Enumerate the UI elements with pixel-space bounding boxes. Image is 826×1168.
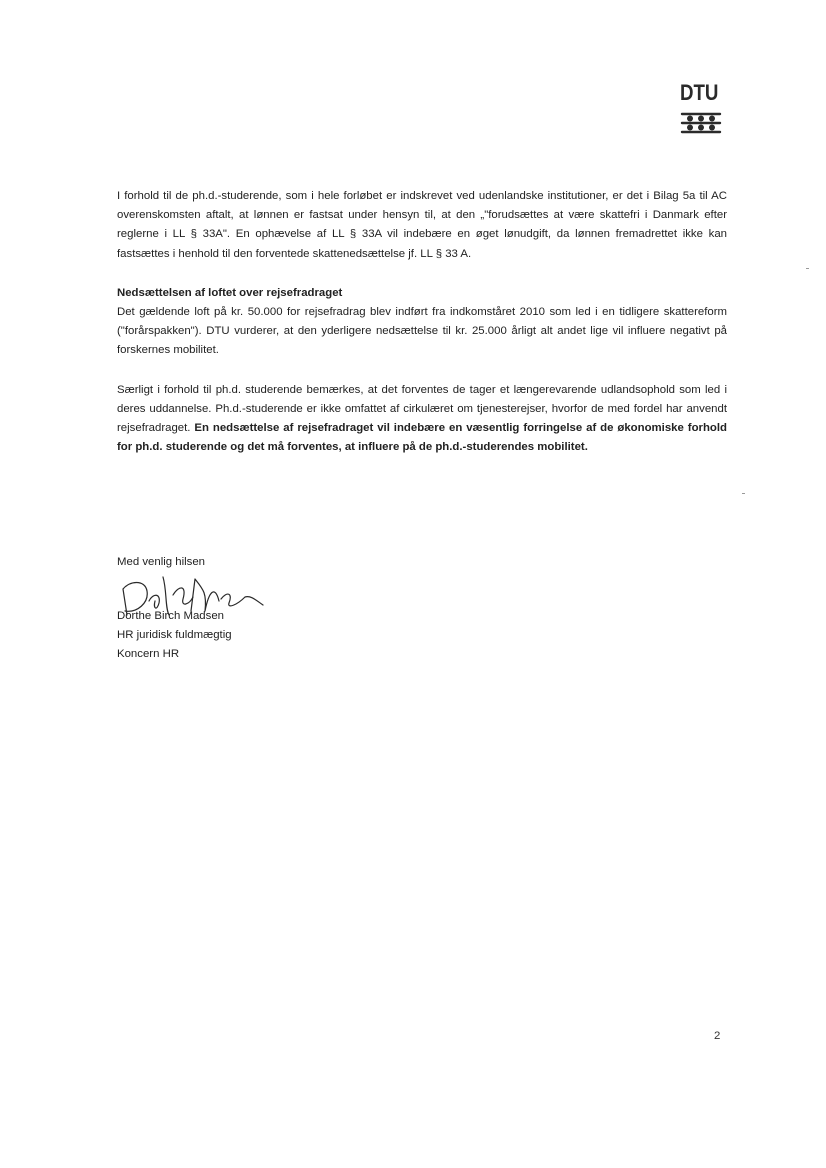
signer-title: HR juridisk fuldmægtig — [117, 629, 232, 642]
scan-speck — [806, 268, 809, 269]
signer-department: Koncern HR — [117, 648, 180, 661]
section-heading: Nedsættelsen af loftet over rejsefradraget — [117, 286, 343, 299]
dtu-logo — [680, 82, 726, 142]
letter-body — [117, 187, 727, 477]
scan-speck — [742, 493, 745, 494]
dtu-logo-mark-icon — [680, 110, 722, 138]
signature-block — [117, 607, 232, 665]
signer-name: Dorthe Birch Madsen — [117, 610, 224, 622]
page-number: 2 — [714, 1030, 721, 1042]
paragraph-travel-deduction — [117, 284, 727, 361]
paragraph-phd-text: Særligt i forhold til ph.d. studerende bemærkes, at det forventes de tager et længerevarende udlandsophold som led i deres uddannelse. Ph.d.-studerende er ikke omfattet af cirkulæret om tjenesterejser, hvorfor de med fordel har anvendt rejsefradraget. — [117, 383, 727, 435]
closing-greeting: Med venlig hilsen — [117, 556, 206, 568]
paragraph-phd-students — [117, 381, 727, 458]
paragraph-phd-emphasis: En nedsættelse af rejsefradraget vil indebære en væsentlig forringelse af de økonomiske forhold for ph.d. studerende og det må forventes, at influere på de ph.d.-studerendes mobilitet. — [117, 422, 727, 454]
logo-text: DTU — [680, 80, 719, 105]
paragraph-travel-text: Det gældende loft på kr. 50.000 for rejsefradrag blev indført fra indkomståret 2010 som led i en tidligere skattereform ("forårspakken"). DTU vurderer, at den yderligere nedsættelse til kr. 25.000 årligt alt andet lige vil influere negativt på forskernes mobilitet. — [117, 306, 727, 357]
paragraph-salary: I forhold til de ph.d.-studerende, som i hele forløbet er indskrevet ved udenlandske institutioner, er det i Bilag 5a til AC overenskomsten aftalt, at lønnen er fastsat under hensyn til, at den „"forudsættes at være skattefri i Danmark efter reglerne i LL § 33A". En ophævelse af LL § 33A vil indebære en øget lønudgift, da lønnen fremadrettet ikke kan fastsættes i henhold til den forventede skattenedsættelse jf. LL § 33 A. — [117, 190, 727, 260]
